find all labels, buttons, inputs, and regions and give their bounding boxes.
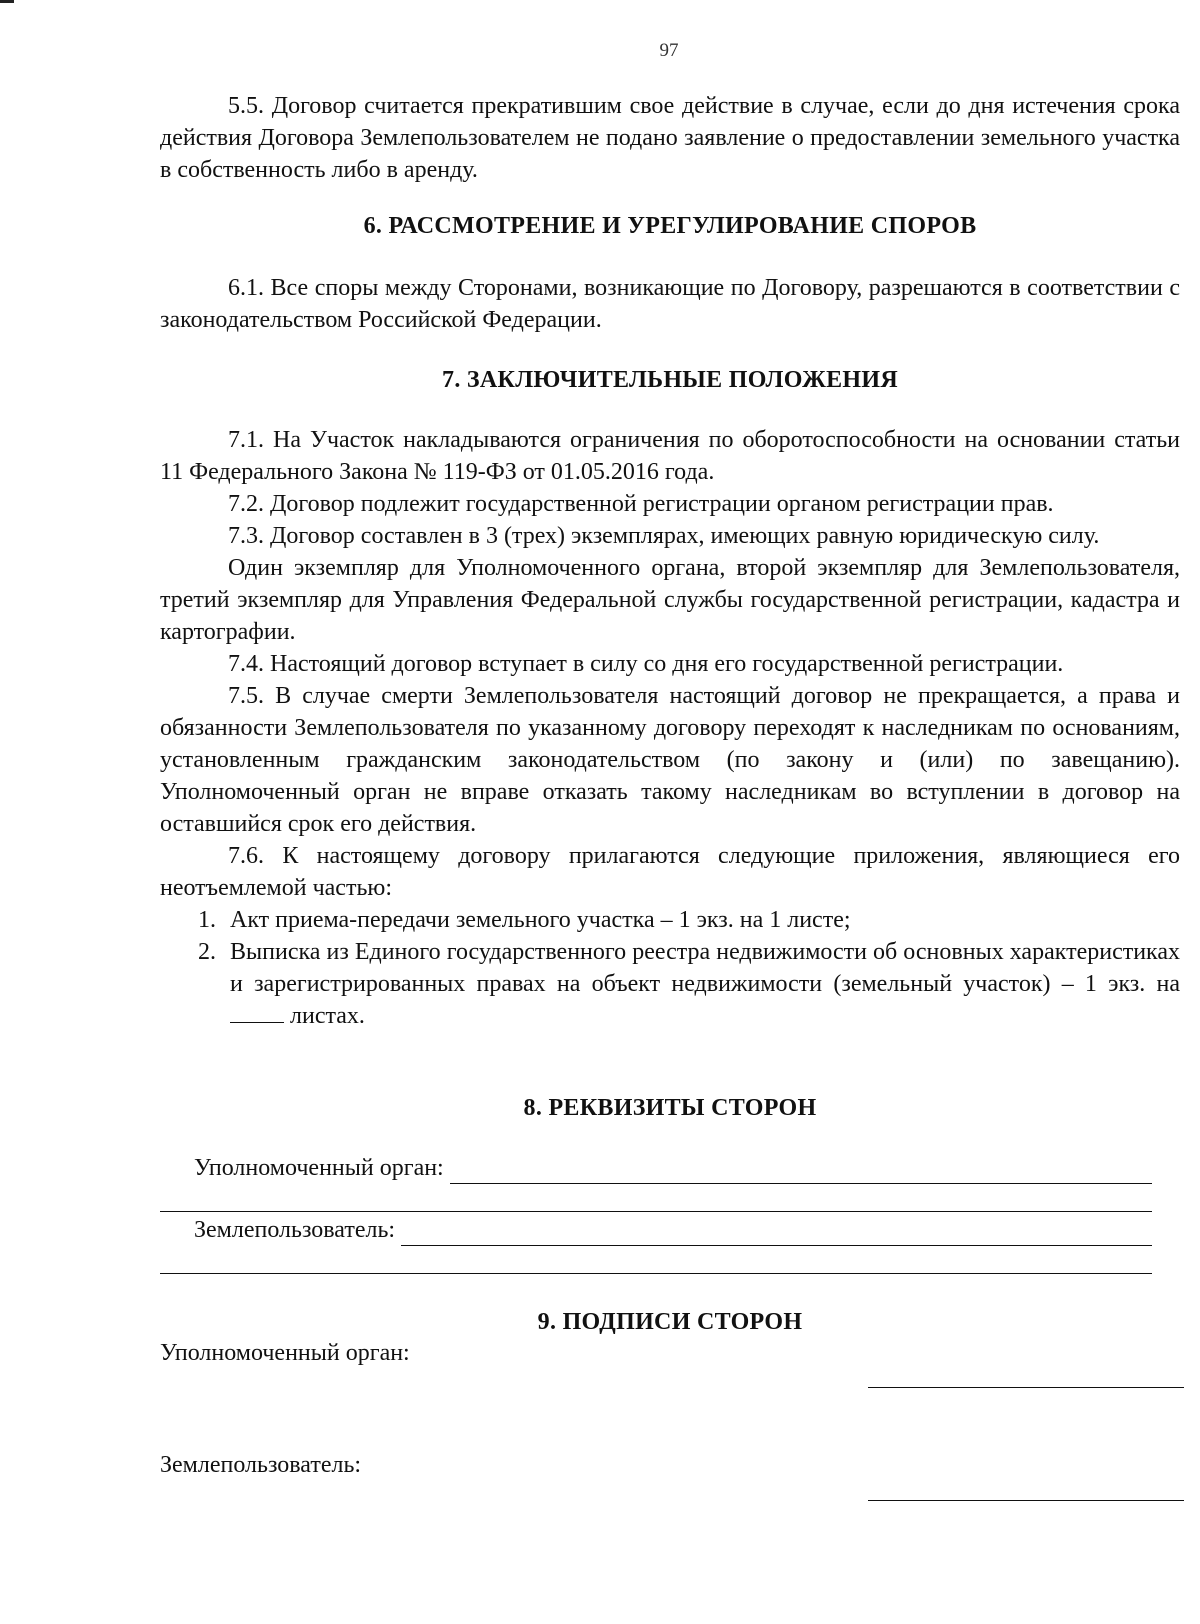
requisites-extra-line-1 [160,1210,1180,1212]
authority-requisites-line [450,1161,1152,1184]
clause-7-6: 7.6. К настоящему договору прилагаются следующие приложения, являющиеся его неотъемлемой частью: [160,843,1180,901]
page-number: 97 [659,40,679,61]
authority-requisites-field [160,1152,1180,1184]
clause-7-4: 7.4. Настоящий договор вступает в силу со дня его государственной регистрации. [228,651,1064,677]
clause-7-5: 7.5. В случае смерти Землепользователя настоящий договор не прекращается, а права и обязанности Землепользователя по указанному договору переходят к наследникам по основаниям, установленным гражданским законодательством (по закону и (или) по завещанию). Уполномоченный орган не вправе отказать такому наследникам во вступлении в договор на оставшийся срок его действия. [160,683,1180,837]
user-requisites-field [160,1214,1180,1246]
attachment-item-2 [160,936,1180,1032]
attachment-item-1 [160,904,1180,936]
authority-requisites-label: Уполномоченный орган: [194,1155,444,1181]
section-9 [160,1306,1180,1338]
scan-corner-mark [0,0,14,3]
section-7-body [160,424,1180,1032]
section-8-heading: 8. РЕКВИЗИТЫ СТОРОН [523,1095,817,1121]
user-requisites-label: Землепользователь: [194,1217,396,1243]
section-9-heading: 9. ПОДПИСИ СТОРОН [537,1309,803,1335]
clause-6-1: 6.1. Все споры между Сторонами, возникающие по Договору, разрешаются в соответствии с законодательством Российской Федерации. [160,275,1180,333]
user-requisites-line-2 [160,1272,1152,1274]
sheet-count-blank [230,1002,284,1023]
attachments-list [160,904,1180,1032]
section-7 [160,364,1180,396]
attachment-text: Выписка из Единого государственного реестра недвижимости об основных характеристиках и зарегистрированных правах на объект недвижимости (земельный участок) – 1 экз. на [230,939,1180,997]
authority-requisites-line-2 [160,1210,1152,1212]
clause-7-2: 7.2. Договор подлежит государственной регистрации органом регистрации прав. [228,491,1054,517]
requisites-block [160,1152,1180,1184]
section-6-body [160,272,1180,336]
user-requisites-line [401,1223,1152,1246]
clause-7-3: 7.3. Договор составлен в 3 (трех) экземплярах, имеющих равную юридическую силу. [228,523,1100,549]
authority-signature-line [868,1386,1184,1388]
requisites-extra-line-2 [160,1272,1180,1274]
attachment-text: Акт приема-передачи земельного участка – 1 экз. на 1 листе; [230,907,851,933]
section-6-heading: 6. РАССМОТРЕНИЕ И УРЕГУЛИРОВАНИЕ СПОРОВ [363,213,977,239]
attachment-number: 1. [198,907,216,933]
section-6 [160,210,1180,242]
authority-signature-label: Уполномоченный орган: [160,1340,410,1366]
clause-5-5-block [160,90,1180,186]
clause-5-5: 5.5. Договор считается прекратившим свое действие в случае, если до дня истечения срока действия Договора Землепользователем не подано заявление о предоставлении земельного участка в собственность либо в аренду. [160,93,1180,183]
user-signature-line [868,1499,1184,1501]
section-8 [160,1092,1180,1124]
clause-7-1: 7.1. На Участок накладываются ограничения по оборотоспособности на основании статьи 11 Федерального Закона № 119-ФЗ от 01.05.2016 года. [160,427,1180,485]
attachment-number: 2. [198,939,216,965]
section-7-heading: 7. ЗАКЛЮЧИТЕЛЬНЫЕ ПОЛОЖЕНИЯ [442,367,898,393]
user-signature-label: Землепользователь: [160,1452,362,1478]
user-requisites-block [160,1214,1180,1246]
attachment-text-end: листах. [290,1003,365,1029]
clause-7-3-copies: Один экземпляр для Уполномоченного органа, второй экземпляр для Землепользователя, третий экземпляр для Управления Федеральной службы государственной регистрации, кадастра и картографии. [160,555,1180,645]
